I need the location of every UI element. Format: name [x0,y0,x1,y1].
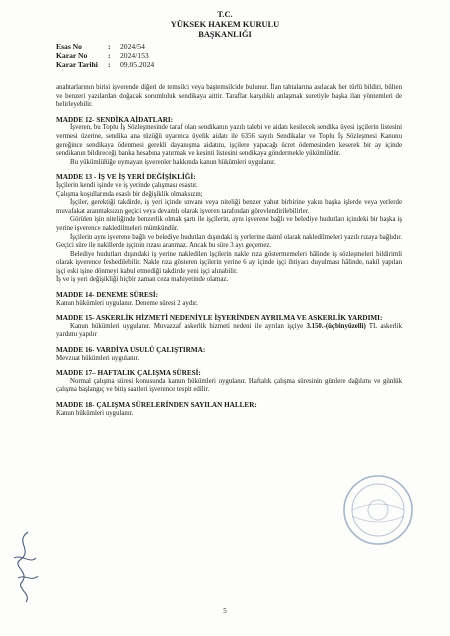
meta-value: 2024/153 [120,51,149,61]
article-16-title: MADDE 16- VARDİYA USULÜ ÇALIŞTIRMA: [56,346,206,355]
header-tc: T.C. [217,10,233,19]
article-15-paragraph [56,323,402,340]
article-12-title: MADDE 12- SENDİKA AİDATLARI: [56,115,174,124]
article-17-paragraph: Normal çalışma süresi konusunda kanun hükümleri uygulanır. Haftalık çalışma süresinin günlere dağılımı ve günlük çalışma başlangıç ve bitiş saatleri işverence tespit edilir. [56,377,402,394]
meta-row-tarih: Karar Tarihi : 09.05.2024 [56,60,155,70]
header-office: BAŞKANLIĞI [198,30,252,39]
meta-label: Karar No [56,51,88,61]
meta-row-esas: Esas No : 2024/54 [56,42,145,51]
signature-mark [8,528,44,606]
article-15-text: Kanun hükümleri uygulanır. Muvazzaf askerlik hizmeti nedeni ile ayrılan işçiye [70,322,307,330]
article-13-paragraph: İşçilerin kendi işinde ve iş yerinde çalışması esastır. [56,181,198,189]
article-16-paragraph: Mevzuat hükümleri uygulanır. [56,354,140,362]
article-13-paragraph: İş ve iş yeri değişikliği hiçbir zaman ceza mahiyetinde olamaz. [56,276,229,284]
meta-label: Esas No [56,42,82,51]
page-number: 5 [223,607,227,615]
intro-paragraph: anahtarlarının birisi işverende diğeri de temsilci veya baştemsilcide bulunur. İlan tahtalarına asılacak her türlü bildiri, bülten ve benzeri yazılardan doğacak sorumluluk sendikaya aittir. Taraflar karşılıklı anlaşmak suretiyle başka ilan yöntemleri de belirleyebilir. [56,84,402,109]
article-18-paragraph: Kanun hükümleri uygulanır. [56,409,134,417]
article-13-paragraph: Görülen işin niteliğinde benzerlik olmak şartı ile işçilerin, aynı işverene bağlı ve belediye hudutları içindeki bir başka iş yerine işverence nakledilmeleri mümkündür. [56,216,402,232]
article-13-paragraph: Belediye hudutları dışındaki iş yerine nakledilen işçilerin nakle rıza göstermemeleri hâlinde iş sözleşmeleri bildirimli olarak işverence feshedilebilir. Nakle rıza gösteren işçilerin yerine 6 ay içinde işçi ihtiyacı duyulması hâlinde, nakil yapılan işçi eski işine dönmeyi kabul etmediği takdirde yeni işçi alınabilir. [56,250,402,275]
document-body [56,84,402,418]
article-15-text: TL askerlik yardımı yapılır [56,322,402,339]
header-board: YÜKSEK HAKEM KURULU [170,20,280,29]
meta-value: 2024/54 [120,42,145,51]
official-stamp [338,470,418,550]
article-13-paragraph: Çalışma koşullarında esaslı bir değişiklik olmaksızın; [56,190,203,198]
article-13-title: MADDE 13 - İŞ VE İŞ YERİ DEĞİŞİKLİĞİ: [56,173,196,182]
meta-label: Karar Tarihi [56,60,98,70]
article-18-title: MADDE 18- ÇALIŞMA SÜRELERİNDEN SAYILAN HALLER: [56,401,257,409]
article-13-paragraph: İşçilerin aynı işverene bağlı ve belediye hudutları dışındaki iş yerlerine daimî olarak nakledilmeleri yazılı rızaya bağlıdır. Geçici süre ile nakillerde işçinin rızası aranmaz. Ancak bu süre 3 ayı geçemez. [56,233,402,250]
article-12-paragraph: İşveren, bu Toplu İş Sözleşmesinde taraf olan sendikanın yazılı talebi ve aidatı kesilecek sendika üyesi işçilerin listesini vermesi üzerine, sendika ana tüzüğü uyarınca üyelik aidatı ile 6356 sayılı Sendikalar ve Toplu İş Sözleşmesi Kanunu gereğince sendikaya ödenmesi gerekli dayanışma aidatını, işçilere yapacağı ücret ödemesinden keserek bir ay içinde sendikanın bildireceği banka hesabına yatırmak ve kesinti listesini sendikaya göndermekle yükümlüdür. [56,124,402,158]
meta-row-karar: Karar No : 2024/153 [56,51,149,61]
case-meta [56,42,154,70]
article-13-paragraph: İşçiler, gerektiği takdirde, iş yeri içinde unvanı veya niteliği benzer yahut birbirine yakın başka işlerde veya yerlerde muvafakat aranmaksızın geçici veya devamlı olarak işveren tarafından görevlendirilebilirler. [56,199,402,215]
meta-value: 09.05.2024 [120,60,155,70]
document-header [0,10,450,40]
article-17-title: MADDE 17– HAFTALIK ÇALIŞMA SÜRESİ: [56,369,201,378]
article-14-paragraph: Kanun hükümleri uygulanır. Deneme süresi 2 aydır. [56,299,198,307]
article-15-title: MADDE 15- ASKERLİK HİZMETİ NEDENİYLE İŞYERİNDEN AYRILMA VE ASKERLİK YARDIMI: [56,314,383,323]
article-12-paragraph: Bu yükümlülüğe uymayan işverenler hakkında kanun hükümleri uygulanır. [70,158,276,166]
article-14-title: MADDE 14- DENEME SÜRESİ: [56,291,159,300]
article-15-amount: 3.150.-(üçbinyüzelli) [306,322,366,330]
